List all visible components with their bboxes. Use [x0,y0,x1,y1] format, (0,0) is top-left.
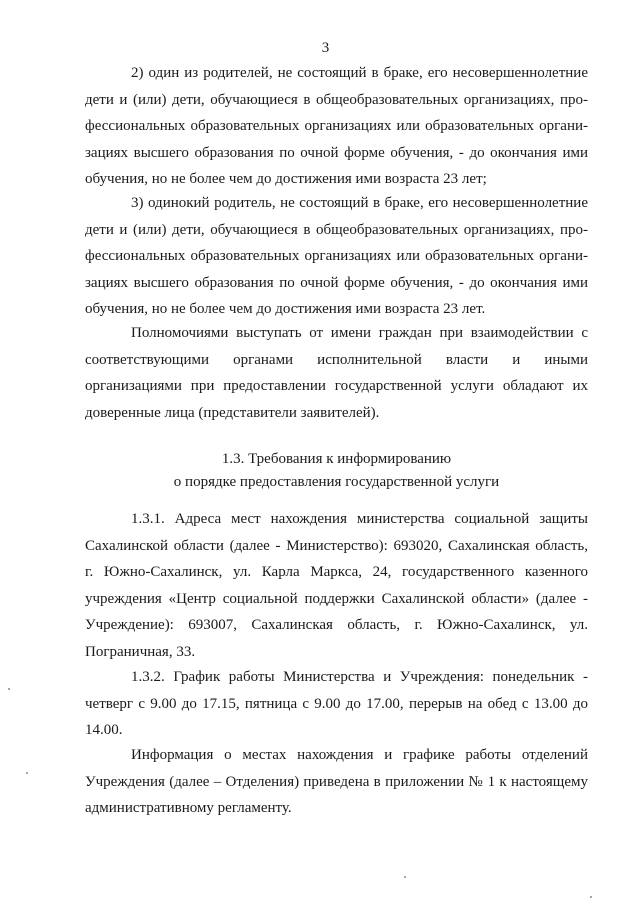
paragraph-work-schedule [85,664,588,744]
paragraph-line: 2) один из родителей, не состоящий в браке, его несовершеннолетние [131,65,588,81]
paragraph-line: учреждения «Центр социальной поддержки Сахалинской области» (далее - [85,590,588,607]
scan-speck [26,772,28,774]
scan-speck [404,876,406,878]
paragraph-line: Сахалинской области (далее - Министерство): 693020, Сахалинская область, [85,537,588,554]
paragraph-line: Информация о местах нахождения и графике работы отделений [131,747,588,763]
paragraph-line: зациях высшего образования по очной форме обучения, - до окончания ими [85,144,588,161]
paragraph-line: г. Южно-Сахалинск, ул. Карла Маркса, 24, государственного казенного [85,564,588,581]
paragraph-line: административному регламенту. [85,800,292,817]
scan-speck [8,688,10,690]
page-number: 3 [321,40,330,56]
paragraph-line: 1.3.2. График работы Министерства и Учреждения: понедельник - [131,669,588,685]
paragraph-line: четверг с 9.00 до 17.15, пятница с 9.00 до 17.00, перерыв на обед с 13.00 до [85,695,588,712]
paragraph-line: доверенные лица (представители заявителей). [85,404,380,421]
paragraph-line: обучения, но не более чем до достижения ими возраста 23 лет. [85,301,486,318]
paragraph-line: Учреждение): 693007, Сахалинская область, г. Южно-Сахалинск, ул. [85,617,588,634]
paragraph-single-parent [85,190,588,323]
section-heading-line: о порядке предоставления государственной услуги [173,474,500,490]
paragraph-line: фессиональных образовательных организациях или образовательных органи- [85,118,588,135]
section-heading-line: 1.3. Требования к информированию [221,451,452,467]
paragraph-line: Пограничная, 33. [85,643,196,660]
paragraph-parent-not-married [85,60,588,193]
paragraph-line: дети и (или) дети, обучающиеся в общеобразовательных организациях, про- [85,91,588,108]
paragraph-line: организациями при предоставлении государственной услуги обладают их [85,378,588,395]
scan-speck [590,896,592,898]
paragraph-branches-info [85,742,588,822]
paragraph-line: Полномочиями выступать от имени граждан при взаимодействии с [131,325,588,341]
paragraph-authorized-representatives [85,320,588,426]
paragraph-line: 1.3.1. Адреса мест нахождения министерства социальной защиты [131,511,588,527]
paragraph-addresses [85,506,588,666]
paragraph-line: обучения, но не более чем до достижения ими возраста 23 лет; [85,171,487,188]
paragraph-line: 14.00. [85,722,123,739]
paragraph-line: фессиональных образовательных организациях или образовательных органи- [85,248,588,265]
paragraph-line: соответствующими органами исполнительной власти и иными [85,351,588,368]
paragraph-line: 3) одинокий родитель, не состоящий в браке, его несовершеннолетние [131,195,588,211]
paragraph-line: Учреждения (далее – Отделения) приведена в приложении № 1 к настоящему [85,773,588,790]
section-heading [85,448,588,494]
paragraph-line: зациях высшего образования по очной форме обучения, - до окончания ими [85,274,588,291]
paragraph-line: дети и (или) дети, обучающиеся в общеобразовательных организациях, про- [85,221,588,238]
